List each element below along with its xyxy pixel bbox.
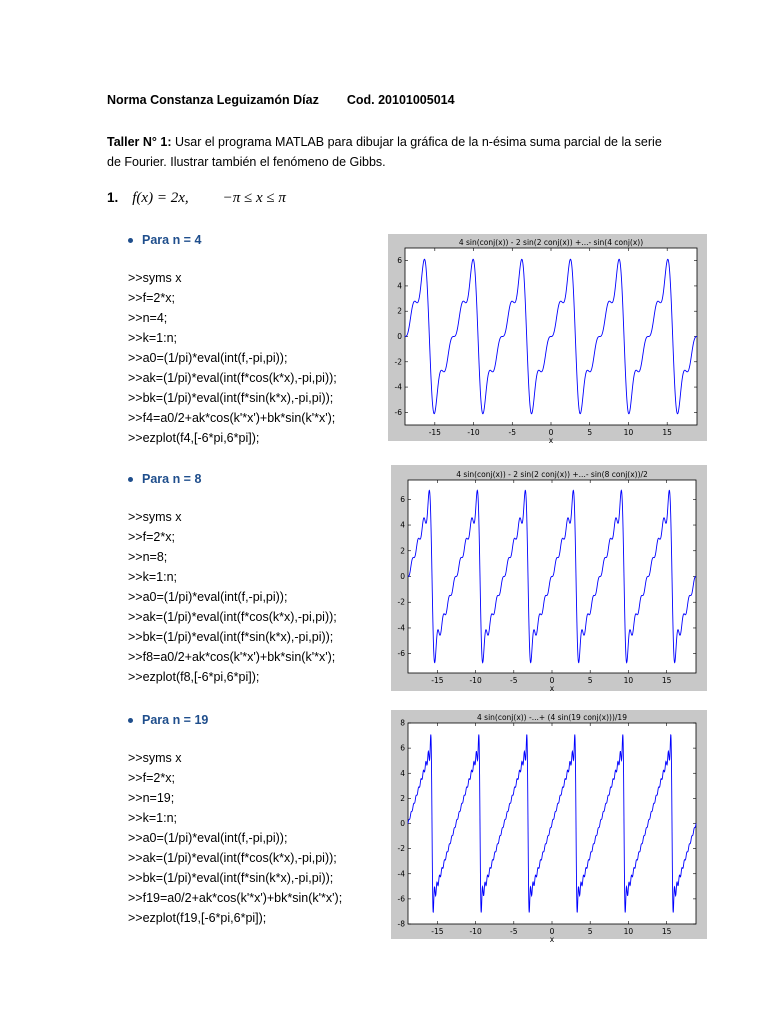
chart-title: 4 sin(conj(x)) -...+ (4 sin(19 conj(x)))/19	[477, 713, 627, 722]
x-tick-label: -5	[510, 676, 518, 685]
code-line: >>f19=a0/2+ak*cos(k'*x')+bk*sin(k'*x');	[128, 891, 343, 905]
code-line: >>ak=(1/pi)*eval(int(f*cos(k*x),-pi,pi));	[128, 610, 337, 624]
section-n4	[128, 233, 337, 448]
chart-title: 4 sin(conj(x)) - 2 sin(2 conj(x)) +...- sin(8 conj(x))/2	[456, 470, 648, 479]
y-tick-label: 0	[397, 332, 402, 341]
y-tick-label: 4	[400, 768, 405, 778]
section-n8	[128, 472, 337, 687]
code-block	[128, 748, 342, 928]
y-tick-label: 4	[397, 281, 402, 291]
y-tick-label: 0	[400, 819, 405, 828]
problem-statement	[107, 190, 286, 207]
x-tick-label: 15	[661, 676, 672, 685]
code-line: >>n=4;	[128, 311, 168, 325]
code-line: >>f=2*x;	[128, 530, 175, 544]
student-code: Cod. 20101005014	[346, 93, 455, 107]
code-line: >>bk=(1/pi)*eval(int(f*sin(k*x),-pi,pi));	[128, 871, 334, 885]
y-tick-label: -4	[394, 382, 402, 392]
x-tick-label: -15	[428, 428, 441, 437]
plot-svg	[391, 710, 707, 944]
x-tick-label: 15	[661, 927, 672, 936]
section-title: Para n = 19	[128, 713, 342, 727]
code-line: >>ak=(1/pi)*eval(int(f*cos(k*x),-pi,pi));	[128, 371, 337, 385]
y-tick-label: -6	[397, 649, 405, 659]
y-tick-label: 2	[397, 306, 402, 316]
code-line: >>k=1:n;	[128, 570, 177, 584]
code-line: >>syms x	[128, 510, 182, 524]
code-line: >>a0=(1/pi)*eval(int(f,-pi,pi));	[128, 590, 288, 604]
code-line: >>ezplot(f8,[-6*pi,6*pi]);	[128, 670, 260, 684]
x-tick-label: -5	[508, 428, 517, 437]
x-tick-label: -15	[431, 676, 444, 685]
x-tick-label: -5	[510, 927, 518, 936]
code-block	[128, 507, 337, 687]
section-title: Para n = 8	[128, 472, 337, 486]
section-n19	[128, 713, 342, 928]
y-tick-label: 0	[400, 572, 405, 581]
bullet-icon	[128, 718, 133, 723]
y-tick-label: -4	[397, 869, 405, 879]
bullet-icon	[128, 477, 133, 482]
x-tick-label: 5	[587, 428, 593, 437]
code-line: >>bk=(1/pi)*eval(int(f*sin(k*x),-pi,pi));	[128, 391, 334, 405]
y-tick-label: 2	[400, 546, 405, 556]
code-line: >>syms x	[128, 271, 182, 285]
y-tick-label: 4	[400, 520, 405, 530]
code-line: >>f=2*x;	[128, 291, 175, 305]
plot-n4	[388, 234, 707, 445]
x-tick-label: 15	[662, 428, 672, 437]
bullet-icon	[128, 238, 133, 243]
y-tick-label: 8	[400, 718, 405, 728]
y-tick-label: -2	[394, 357, 402, 367]
x-tick-label: 10	[623, 428, 634, 437]
x-axis-label: x	[549, 935, 555, 944]
code-line: >>ezplot(f19,[-6*pi,6*pi]);	[128, 911, 267, 925]
author-header	[107, 93, 455, 107]
plot-svg	[391, 465, 707, 691]
x-tick-label: 5	[587, 927, 593, 936]
code-line: >>bk=(1/pi)*eval(int(f*sin(k*x),-pi,pi));	[128, 630, 334, 644]
x-axis-label: x	[548, 436, 554, 445]
x-tick-label: 10	[623, 927, 634, 936]
code-line: >>ak=(1/pi)*eval(int(f*cos(k*x),-pi,pi));	[128, 851, 337, 865]
x-tick-label: -10	[469, 927, 482, 936]
code-line: >>k=1:n;	[128, 811, 177, 825]
y-tick-label: -6	[394, 407, 402, 417]
y-tick-label: 6	[400, 494, 405, 504]
x-tick-label: -15	[431, 927, 444, 936]
x-tick-label: 10	[623, 676, 634, 685]
code-line: >>n=8;	[128, 550, 168, 564]
code-line: >>syms x	[128, 751, 182, 765]
y-tick-label: 6	[400, 743, 405, 753]
x-tick-label: 0	[548, 428, 554, 437]
x-tick-label: -10	[469, 676, 482, 685]
assignment-text: Usar el programa MATLAB para dibujar la gráfica de la n-ésima suma parcial de la serie de Fourier. Ilustrar también el fenómeno de Gibbs.	[107, 135, 662, 169]
assignment-statement	[107, 132, 677, 172]
y-tick-label: -8	[397, 919, 405, 929]
code-line: >>f4=a0/2+ak*cos(k'*x')+bk*sin(k'*x');	[128, 411, 336, 425]
code-block	[128, 268, 337, 448]
x-tick-label: 5	[587, 676, 593, 685]
problem-function: f(x) = 2x,	[132, 190, 189, 206]
code-line: >>f8=a0/2+ak*cos(k'*x')+bk*sin(k'*x');	[128, 650, 336, 664]
plot-n19	[391, 710, 707, 944]
x-tick-label: 0	[549, 927, 555, 936]
code-line: >>f=2*x;	[128, 771, 175, 785]
y-tick-label: -4	[397, 623, 405, 633]
assignment-label: Taller N° 1:	[107, 135, 172, 149]
x-tick-label: -10	[467, 428, 480, 437]
code-line: >>a0=(1/pi)*eval(int(f,-pi,pi));	[128, 351, 288, 365]
y-tick-label: -2	[397, 597, 405, 607]
code-line: >>a0=(1/pi)*eval(int(f,-pi,pi));	[128, 831, 288, 845]
problem-number: 1.	[107, 190, 119, 205]
x-tick-label: 0	[549, 676, 555, 685]
code-line: >>k=1:n;	[128, 331, 177, 345]
y-tick-label: 2	[400, 793, 405, 803]
chart-title: 4 sin(conj(x)) - 2 sin(2 conj(x)) +...- sin(4 conj(x))	[458, 238, 644, 247]
problem-range: −π ≤ x ≤ π	[222, 190, 286, 206]
y-tick-label: -2	[397, 844, 405, 854]
code-line: >>ezplot(f4,[-6*pi,6*pi]);	[128, 431, 260, 445]
plot-n8	[391, 465, 707, 691]
y-tick-label: -6	[397, 894, 405, 904]
y-tick-label: 6	[397, 256, 402, 266]
x-axis-label: x	[549, 684, 555, 693]
author-name: Norma Constanza Leguizamón Díaz	[107, 93, 319, 107]
plot-svg	[388, 234, 707, 445]
section-title: Para n = 4	[128, 233, 337, 247]
code-line: >>n=19;	[128, 791, 175, 805]
